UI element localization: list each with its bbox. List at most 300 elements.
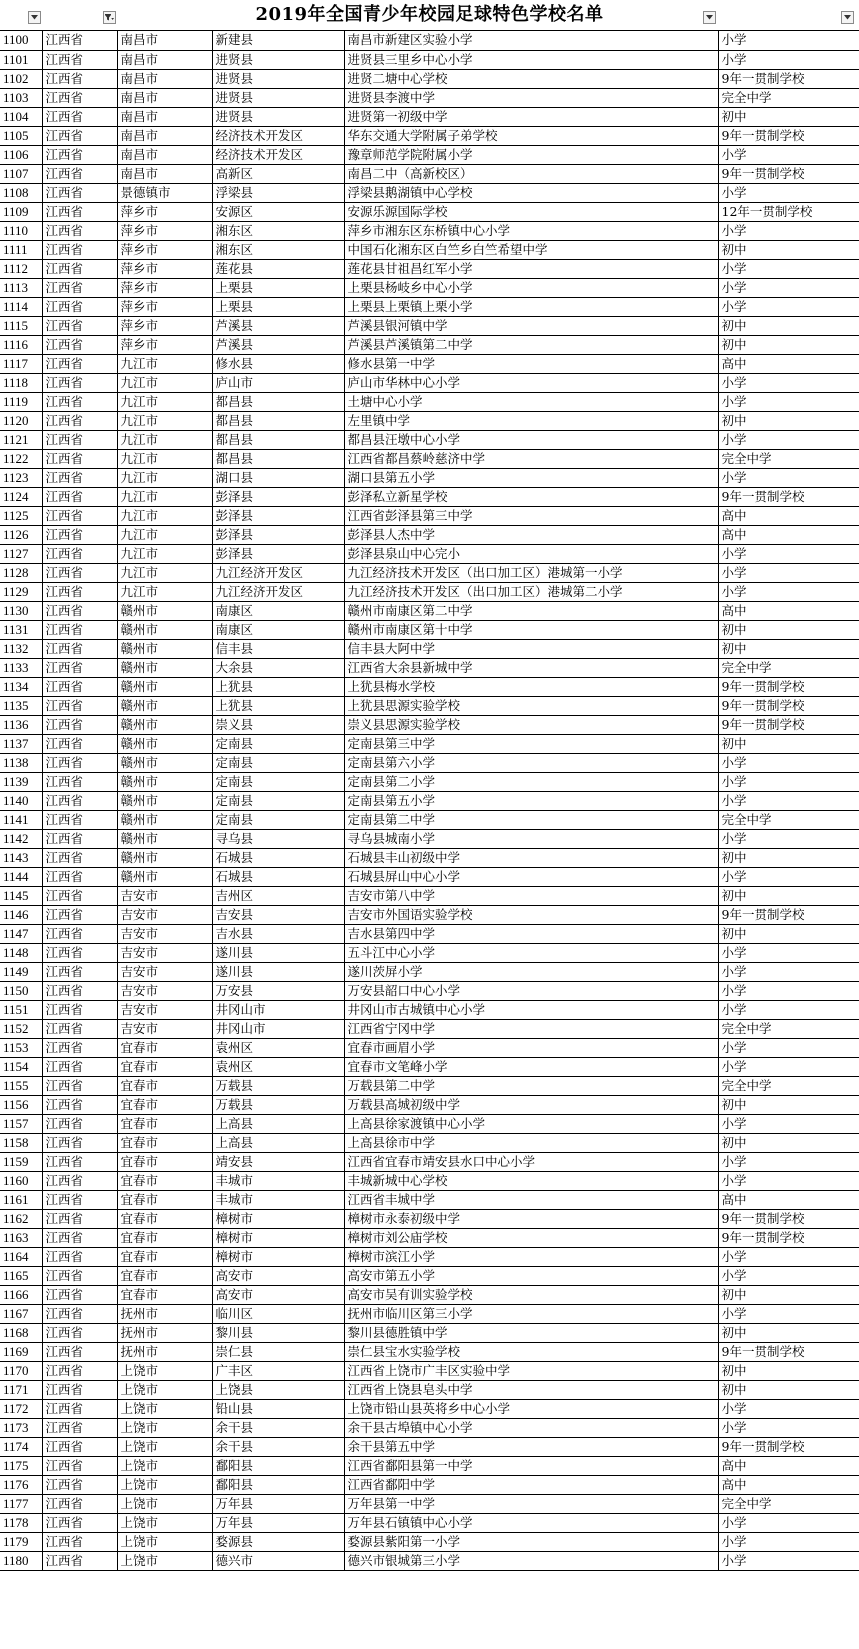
county-cell[interactable]: 定南县 (212, 734, 344, 753)
school-name-cell[interactable]: 九江经济技术开发区（出口加工区）港城第二小学 (344, 582, 718, 601)
city-cell[interactable]: 宜春市 (117, 1057, 212, 1076)
county-cell[interactable]: 九江经济开发区 (212, 582, 344, 601)
county-cell[interactable]: 靖安县 (212, 1152, 344, 1171)
school-name-cell[interactable]: 上犹县思源实验学校 (344, 696, 718, 715)
county-cell[interactable]: 上高县 (212, 1133, 344, 1152)
county-cell[interactable]: 鄱阳县 (212, 1456, 344, 1475)
city-cell[interactable]: 九江市 (117, 544, 212, 563)
school-type-cell[interactable]: 高中 (718, 354, 859, 373)
school-type-cell[interactable]: 小学 (718, 1114, 859, 1133)
county-cell[interactable]: 定南县 (212, 772, 344, 791)
row-number[interactable]: 1119 (0, 392, 42, 411)
city-cell[interactable]: 九江市 (117, 411, 212, 430)
row-number[interactable]: 1135 (0, 696, 42, 715)
row-number[interactable]: 1143 (0, 848, 42, 867)
row-number[interactable]: 1123 (0, 468, 42, 487)
school-name-cell[interactable]: 五斗江中心小学 (344, 943, 718, 962)
row-number[interactable]: 1124 (0, 487, 42, 506)
school-name-cell[interactable]: 赣州市南康区第二中学 (344, 601, 718, 620)
city-cell[interactable]: 宜春市 (117, 1095, 212, 1114)
county-cell[interactable]: 德兴市 (212, 1551, 344, 1570)
school-name-cell[interactable]: 九江经济技术开发区（出口加工区）港城第一小学 (344, 563, 718, 582)
province-cell[interactable]: 江西省 (42, 278, 117, 297)
province-cell[interactable]: 江西省 (42, 1399, 117, 1418)
school-name-cell[interactable]: 进贤二塘中心学校 (344, 69, 718, 88)
city-cell[interactable]: 赣州市 (117, 715, 212, 734)
province-cell[interactable]: 江西省 (42, 639, 117, 658)
row-number[interactable]: 1165 (0, 1266, 42, 1285)
school-type-cell[interactable]: 完全中学 (718, 658, 859, 677)
county-cell[interactable]: 万年县 (212, 1494, 344, 1513)
row-number[interactable]: 1136 (0, 715, 42, 734)
school-name-cell[interactable]: 定南县第三中学 (344, 734, 718, 753)
school-type-cell[interactable]: 完全中学 (718, 1076, 859, 1095)
county-cell[interactable]: 定南县 (212, 810, 344, 829)
row-number[interactable]: 1121 (0, 430, 42, 449)
province-cell[interactable]: 江西省 (42, 487, 117, 506)
school-type-cell[interactable]: 9年一贯制学校 (718, 1228, 859, 1247)
row-number[interactable]: 1180 (0, 1551, 42, 1570)
row-number[interactable]: 1147 (0, 924, 42, 943)
province-cell[interactable]: 江西省 (42, 563, 117, 582)
school-name-cell[interactable]: 德兴市银城第三小学 (344, 1551, 718, 1570)
school-type-cell[interactable]: 小学 (718, 1000, 859, 1019)
row-number[interactable]: 1174 (0, 1437, 42, 1456)
school-name-cell[interactable]: 万载县第二中学 (344, 1076, 718, 1095)
province-cell[interactable]: 江西省 (42, 715, 117, 734)
row-number[interactable]: 1178 (0, 1513, 42, 1532)
city-cell[interactable]: 上饶市 (117, 1456, 212, 1475)
school-type-cell[interactable]: 9年一贯制学校 (718, 1209, 859, 1228)
school-name-cell[interactable]: 崇仁县宝水实验学校 (344, 1342, 718, 1361)
school-type-cell[interactable]: 初中 (718, 924, 859, 943)
county-cell[interactable]: 南康区 (212, 601, 344, 620)
province-cell[interactable]: 江西省 (42, 525, 117, 544)
county-cell[interactable]: 万载县 (212, 1095, 344, 1114)
province-cell[interactable]: 江西省 (42, 791, 117, 810)
province-cell[interactable]: 江西省 (42, 1038, 117, 1057)
province-cell[interactable]: 江西省 (42, 1418, 117, 1437)
row-number[interactable]: 1120 (0, 411, 42, 430)
province-cell[interactable]: 江西省 (42, 183, 117, 202)
school-type-cell[interactable]: 初中 (718, 107, 859, 126)
city-cell[interactable]: 九江市 (117, 506, 212, 525)
county-cell[interactable]: 上栗县 (212, 297, 344, 316)
row-number[interactable]: 1105 (0, 126, 42, 145)
county-cell[interactable]: 上栗县 (212, 278, 344, 297)
school-name-cell[interactable]: 井冈山市古城镇中心小学 (344, 1000, 718, 1019)
city-cell[interactable]: 宜春市 (117, 1266, 212, 1285)
school-name-cell[interactable]: 江西省鄱阳县第一中学 (344, 1456, 718, 1475)
school-type-cell[interactable]: 小学 (718, 544, 859, 563)
school-type-cell[interactable]: 小学 (718, 753, 859, 772)
county-cell[interactable]: 都昌县 (212, 411, 344, 430)
county-cell[interactable]: 石城县 (212, 848, 344, 867)
county-cell[interactable]: 高新区 (212, 164, 344, 183)
province-cell[interactable]: 江西省 (42, 924, 117, 943)
province-cell[interactable]: 江西省 (42, 1076, 117, 1095)
city-cell[interactable]: 南昌市 (117, 107, 212, 126)
county-cell[interactable]: 彭泽县 (212, 506, 344, 525)
city-cell[interactable]: 九江市 (117, 525, 212, 544)
county-cell[interactable]: 彭泽县 (212, 544, 344, 563)
city-cell[interactable]: 赣州市 (117, 639, 212, 658)
county-cell[interactable]: 樟树市 (212, 1247, 344, 1266)
school-name-cell[interactable]: 余干县第五中学 (344, 1437, 718, 1456)
county-cell[interactable]: 进贤县 (212, 50, 344, 69)
county-cell[interactable]: 婺源县 (212, 1532, 344, 1551)
county-cell[interactable]: 大余县 (212, 658, 344, 677)
county-cell[interactable]: 进贤县 (212, 107, 344, 126)
province-cell[interactable]: 江西省 (42, 1494, 117, 1513)
filter-dropdown-city[interactable] (103, 11, 116, 24)
school-type-cell[interactable]: 初中 (718, 1285, 859, 1304)
province-cell[interactable]: 江西省 (42, 1209, 117, 1228)
province-cell[interactable]: 江西省 (42, 620, 117, 639)
school-name-cell[interactable]: 江西省上饶县皂头中学 (344, 1380, 718, 1399)
school-type-cell[interactable]: 初中 (718, 316, 859, 335)
row-number[interactable]: 1146 (0, 905, 42, 924)
school-name-cell[interactable]: 樟树市滨江小学 (344, 1247, 718, 1266)
school-name-cell[interactable]: 丰城新城中心学校 (344, 1171, 718, 1190)
city-cell[interactable]: 吉安市 (117, 924, 212, 943)
province-cell[interactable]: 江西省 (42, 1437, 117, 1456)
county-cell[interactable]: 芦溪县 (212, 335, 344, 354)
row-number[interactable]: 1127 (0, 544, 42, 563)
county-cell[interactable]: 高安市 (212, 1266, 344, 1285)
school-type-cell[interactable]: 9年一贯制学校 (718, 164, 859, 183)
school-type-cell[interactable]: 初中 (718, 1095, 859, 1114)
city-cell[interactable]: 宜春市 (117, 1076, 212, 1095)
row-number[interactable]: 1171 (0, 1380, 42, 1399)
province-cell[interactable]: 江西省 (42, 1019, 117, 1038)
row-number[interactable]: 1122 (0, 449, 42, 468)
school-name-cell[interactable]: 彭泽县泉山中心完小 (344, 544, 718, 563)
school-name-cell[interactable]: 江西省大余县新城中学 (344, 658, 718, 677)
province-cell[interactable]: 江西省 (42, 145, 117, 164)
county-cell[interactable]: 临川区 (212, 1304, 344, 1323)
school-name-cell[interactable]: 进贤县三里乡中心小学 (344, 50, 718, 69)
county-cell[interactable]: 遂川县 (212, 962, 344, 981)
city-cell[interactable]: 抚州市 (117, 1342, 212, 1361)
city-cell[interactable]: 吉安市 (117, 1019, 212, 1038)
city-cell[interactable]: 南昌市 (117, 31, 212, 50)
county-cell[interactable]: 庐山市 (212, 373, 344, 392)
county-cell[interactable]: 黎川县 (212, 1323, 344, 1342)
row-number[interactable]: 1163 (0, 1228, 42, 1247)
row-number[interactable]: 1108 (0, 183, 42, 202)
province-cell[interactable]: 江西省 (42, 1456, 117, 1475)
row-number[interactable]: 1113 (0, 278, 42, 297)
county-cell[interactable]: 丰城市 (212, 1171, 344, 1190)
school-type-cell[interactable]: 高中 (718, 525, 859, 544)
county-cell[interactable]: 九江经济开发区 (212, 563, 344, 582)
county-cell[interactable]: 浮梁县 (212, 183, 344, 202)
school-type-cell[interactable]: 9年一贯制学校 (718, 715, 859, 734)
school-type-cell[interactable]: 12年一贯制学校 (718, 202, 859, 221)
province-cell[interactable]: 江西省 (42, 1171, 117, 1190)
school-type-cell[interactable]: 初中 (718, 335, 859, 354)
county-cell[interactable]: 井冈山市 (212, 1019, 344, 1038)
province-cell[interactable]: 江西省 (42, 1228, 117, 1247)
county-cell[interactable]: 余干县 (212, 1437, 344, 1456)
row-number[interactable]: 1148 (0, 943, 42, 962)
row-number[interactable]: 1103 (0, 88, 42, 107)
province-cell[interactable]: 江西省 (42, 1057, 117, 1076)
province-cell[interactable]: 江西省 (42, 31, 117, 50)
row-number[interactable]: 1159 (0, 1152, 42, 1171)
school-type-cell[interactable]: 9年一贯制学校 (718, 1437, 859, 1456)
school-type-cell[interactable]: 初中 (718, 734, 859, 753)
city-cell[interactable]: 吉安市 (117, 886, 212, 905)
city-cell[interactable]: 上饶市 (117, 1532, 212, 1551)
school-name-cell[interactable]: 上犹县梅水学校 (344, 677, 718, 696)
county-cell[interactable]: 彭泽县 (212, 487, 344, 506)
city-cell[interactable]: 九江市 (117, 582, 212, 601)
province-cell[interactable]: 江西省 (42, 1285, 117, 1304)
school-type-cell[interactable]: 小学 (718, 1152, 859, 1171)
city-cell[interactable]: 上饶市 (117, 1437, 212, 1456)
row-number[interactable]: 1133 (0, 658, 42, 677)
school-name-cell[interactable]: 万年县第一中学 (344, 1494, 718, 1513)
county-cell[interactable]: 广丰区 (212, 1361, 344, 1380)
school-type-cell[interactable]: 小学 (718, 297, 859, 316)
school-type-cell[interactable]: 9年一贯制学校 (718, 677, 859, 696)
row-number[interactable]: 1132 (0, 639, 42, 658)
school-name-cell[interactable]: 都昌县汪墩中心小学 (344, 430, 718, 449)
county-cell[interactable]: 上高县 (212, 1114, 344, 1133)
row-number[interactable]: 1109 (0, 202, 42, 221)
school-name-cell[interactable]: 崇义县思源实验学校 (344, 715, 718, 734)
school-type-cell[interactable]: 小学 (718, 392, 859, 411)
school-type-cell[interactable]: 高中 (718, 601, 859, 620)
row-number[interactable]: 1118 (0, 373, 42, 392)
city-cell[interactable]: 上饶市 (117, 1551, 212, 1570)
province-cell[interactable]: 江西省 (42, 1532, 117, 1551)
province-cell[interactable]: 江西省 (42, 1475, 117, 1494)
city-cell[interactable]: 赣州市 (117, 867, 212, 886)
province-cell[interactable]: 江西省 (42, 981, 117, 1000)
city-cell[interactable]: 宜春市 (117, 1114, 212, 1133)
county-cell[interactable]: 吉州区 (212, 886, 344, 905)
school-name-cell[interactable]: 吉安市第八中学 (344, 886, 718, 905)
school-name-cell[interactable]: 上高县徐市中学 (344, 1133, 718, 1152)
school-type-cell[interactable]: 初中 (718, 240, 859, 259)
row-number[interactable]: 1130 (0, 601, 42, 620)
school-name-cell[interactable]: 信丰县大阿中学 (344, 639, 718, 658)
school-name-cell[interactable]: 左里镇中学 (344, 411, 718, 430)
row-number[interactable]: 1126 (0, 525, 42, 544)
province-cell[interactable]: 江西省 (42, 658, 117, 677)
city-cell[interactable]: 赣州市 (117, 734, 212, 753)
province-cell[interactable]: 江西省 (42, 1152, 117, 1171)
school-type-cell[interactable]: 小学 (718, 867, 859, 886)
school-name-cell[interactable]: 余干县古埠镇中心小学 (344, 1418, 718, 1437)
school-type-cell[interactable]: 小学 (718, 373, 859, 392)
county-cell[interactable]: 进贤县 (212, 88, 344, 107)
city-cell[interactable]: 南昌市 (117, 50, 212, 69)
row-number[interactable]: 1153 (0, 1038, 42, 1057)
province-cell[interactable]: 江西省 (42, 886, 117, 905)
row-number[interactable]: 1179 (0, 1532, 42, 1551)
row-number[interactable]: 1158 (0, 1133, 42, 1152)
school-type-cell[interactable]: 小学 (718, 1266, 859, 1285)
school-name-cell[interactable]: 豫章师范学院附属小学 (344, 145, 718, 164)
province-cell[interactable]: 江西省 (42, 240, 117, 259)
school-type-cell[interactable]: 高中 (718, 1190, 859, 1209)
row-number[interactable]: 1170 (0, 1361, 42, 1380)
school-type-cell[interactable]: 初中 (718, 639, 859, 658)
county-cell[interactable]: 定南县 (212, 753, 344, 772)
city-cell[interactable]: 上饶市 (117, 1380, 212, 1399)
city-cell[interactable]: 九江市 (117, 430, 212, 449)
school-name-cell[interactable]: 中国石化湘东区白竺乡白竺希望中学 (344, 240, 718, 259)
school-type-cell[interactable]: 小学 (718, 1247, 859, 1266)
school-type-cell[interactable]: 小学 (718, 1057, 859, 1076)
school-name-cell[interactable]: 寻乌县城南小学 (344, 829, 718, 848)
school-type-cell[interactable]: 高中 (718, 506, 859, 525)
city-cell[interactable]: 吉安市 (117, 905, 212, 924)
province-cell[interactable]: 江西省 (42, 905, 117, 924)
school-name-cell[interactable]: 定南县第五小学 (344, 791, 718, 810)
province-cell[interactable]: 江西省 (42, 164, 117, 183)
row-number[interactable]: 1117 (0, 354, 42, 373)
school-type-cell[interactable]: 小学 (718, 1171, 859, 1190)
province-cell[interactable]: 江西省 (42, 335, 117, 354)
school-name-cell[interactable]: 上饶市铅山县英将乡中心小学 (344, 1399, 718, 1418)
school-name-cell[interactable]: 抚州市临川区第三小学 (344, 1304, 718, 1323)
school-name-cell[interactable]: 湖口县第五小学 (344, 468, 718, 487)
row-number[interactable]: 1152 (0, 1019, 42, 1038)
school-name-cell[interactable]: 定南县第六小学 (344, 753, 718, 772)
row-number[interactable]: 1164 (0, 1247, 42, 1266)
province-cell[interactable]: 江西省 (42, 430, 117, 449)
city-cell[interactable]: 九江市 (117, 487, 212, 506)
county-cell[interactable]: 经济技术开发区 (212, 145, 344, 164)
filter-dropdown-school[interactable] (703, 11, 716, 24)
county-cell[interactable]: 上犹县 (212, 677, 344, 696)
province-cell[interactable]: 江西省 (42, 962, 117, 981)
province-cell[interactable]: 江西省 (42, 126, 117, 145)
row-number[interactable]: 1175 (0, 1456, 42, 1475)
row-number[interactable]: 1139 (0, 772, 42, 791)
school-type-cell[interactable]: 小学 (718, 145, 859, 164)
school-name-cell[interactable]: 万安县韶口中心小学 (344, 981, 718, 1000)
school-name-cell[interactable]: 南昌二中（高新校区） (344, 164, 718, 183)
school-type-cell[interactable]: 初中 (718, 1361, 859, 1380)
county-cell[interactable]: 信丰县 (212, 639, 344, 658)
city-cell[interactable]: 抚州市 (117, 1304, 212, 1323)
school-name-cell[interactable]: 彭泽私立新星学校 (344, 487, 718, 506)
province-cell[interactable]: 江西省 (42, 1133, 117, 1152)
city-cell[interactable]: 景德镇市 (117, 183, 212, 202)
school-name-cell[interactable]: 江西省宁冈中学 (344, 1019, 718, 1038)
school-name-cell[interactable]: 定南县第二小学 (344, 772, 718, 791)
city-cell[interactable]: 萍乡市 (117, 240, 212, 259)
province-cell[interactable]: 江西省 (42, 50, 117, 69)
county-cell[interactable]: 寻乌县 (212, 829, 344, 848)
county-cell[interactable]: 南康区 (212, 620, 344, 639)
school-name-cell[interactable]: 庐山市华林中心小学 (344, 373, 718, 392)
school-name-cell[interactable]: 万年县石镇镇中心小学 (344, 1513, 718, 1532)
school-name-cell[interactable]: 遂川茨屏小学 (344, 962, 718, 981)
row-number[interactable]: 1144 (0, 867, 42, 886)
city-cell[interactable]: 赣州市 (117, 601, 212, 620)
school-name-cell[interactable]: 江西省鄱阳中学 (344, 1475, 718, 1494)
school-type-cell[interactable]: 小学 (718, 221, 859, 240)
city-cell[interactable]: 上饶市 (117, 1494, 212, 1513)
school-type-cell[interactable]: 小学 (718, 772, 859, 791)
school-type-cell[interactable]: 完全中学 (718, 88, 859, 107)
school-type-cell[interactable]: 小学 (718, 563, 859, 582)
province-cell[interactable]: 江西省 (42, 810, 117, 829)
school-type-cell[interactable]: 初中 (718, 886, 859, 905)
county-cell[interactable]: 都昌县 (212, 392, 344, 411)
province-cell[interactable]: 江西省 (42, 1095, 117, 1114)
province-cell[interactable]: 江西省 (42, 1323, 117, 1342)
row-number[interactable]: 1168 (0, 1323, 42, 1342)
school-type-cell[interactable]: 小学 (718, 183, 859, 202)
province-cell[interactable]: 江西省 (42, 354, 117, 373)
city-cell[interactable]: 上饶市 (117, 1361, 212, 1380)
school-name-cell[interactable]: 安源乐源国际学校 (344, 202, 718, 221)
city-cell[interactable]: 宜春市 (117, 1133, 212, 1152)
row-number[interactable]: 1150 (0, 981, 42, 1000)
city-cell[interactable]: 萍乡市 (117, 297, 212, 316)
school-type-cell[interactable]: 小学 (718, 791, 859, 810)
county-cell[interactable]: 袁州区 (212, 1038, 344, 1057)
province-cell[interactable]: 江西省 (42, 696, 117, 715)
county-cell[interactable]: 石城县 (212, 867, 344, 886)
row-number[interactable]: 1149 (0, 962, 42, 981)
province-cell[interactable]: 江西省 (42, 677, 117, 696)
city-cell[interactable]: 宜春市 (117, 1209, 212, 1228)
school-name-cell[interactable]: 上栗县杨岐乡中心小学 (344, 278, 718, 297)
province-cell[interactable]: 江西省 (42, 88, 117, 107)
province-cell[interactable]: 江西省 (42, 1380, 117, 1399)
school-name-cell[interactable]: 石城县屏山中心小学 (344, 867, 718, 886)
city-cell[interactable]: 上饶市 (117, 1475, 212, 1494)
city-cell[interactable]: 宜春市 (117, 1152, 212, 1171)
province-cell[interactable]: 江西省 (42, 867, 117, 886)
school-name-cell[interactable]: 芦溪县芦溪镇第二中学 (344, 335, 718, 354)
county-cell[interactable]: 井冈山市 (212, 1000, 344, 1019)
city-cell[interactable]: 吉安市 (117, 962, 212, 981)
city-cell[interactable]: 南昌市 (117, 88, 212, 107)
county-cell[interactable]: 安源区 (212, 202, 344, 221)
school-type-cell[interactable]: 高中 (718, 1475, 859, 1494)
city-cell[interactable]: 九江市 (117, 373, 212, 392)
school-name-cell[interactable]: 婺源县紫阳第一小学 (344, 1532, 718, 1551)
row-number[interactable]: 1169 (0, 1342, 42, 1361)
school-name-cell[interactable]: 吉水县第四中学 (344, 924, 718, 943)
school-name-cell[interactable]: 上栗县上栗镇上栗小学 (344, 297, 718, 316)
county-cell[interactable]: 高安市 (212, 1285, 344, 1304)
row-number[interactable]: 1162 (0, 1209, 42, 1228)
city-cell[interactable]: 赣州市 (117, 620, 212, 639)
city-cell[interactable]: 抚州市 (117, 1323, 212, 1342)
county-cell[interactable]: 崇义县 (212, 715, 344, 734)
city-cell[interactable]: 赣州市 (117, 658, 212, 677)
province-cell[interactable]: 江西省 (42, 202, 117, 221)
school-type-cell[interactable]: 初中 (718, 1133, 859, 1152)
county-cell[interactable]: 铅山县 (212, 1399, 344, 1418)
province-cell[interactable]: 江西省 (42, 1266, 117, 1285)
row-number[interactable]: 1138 (0, 753, 42, 772)
row-number[interactable]: 1155 (0, 1076, 42, 1095)
row-number[interactable]: 1110 (0, 221, 42, 240)
school-type-cell[interactable]: 小学 (718, 278, 859, 297)
